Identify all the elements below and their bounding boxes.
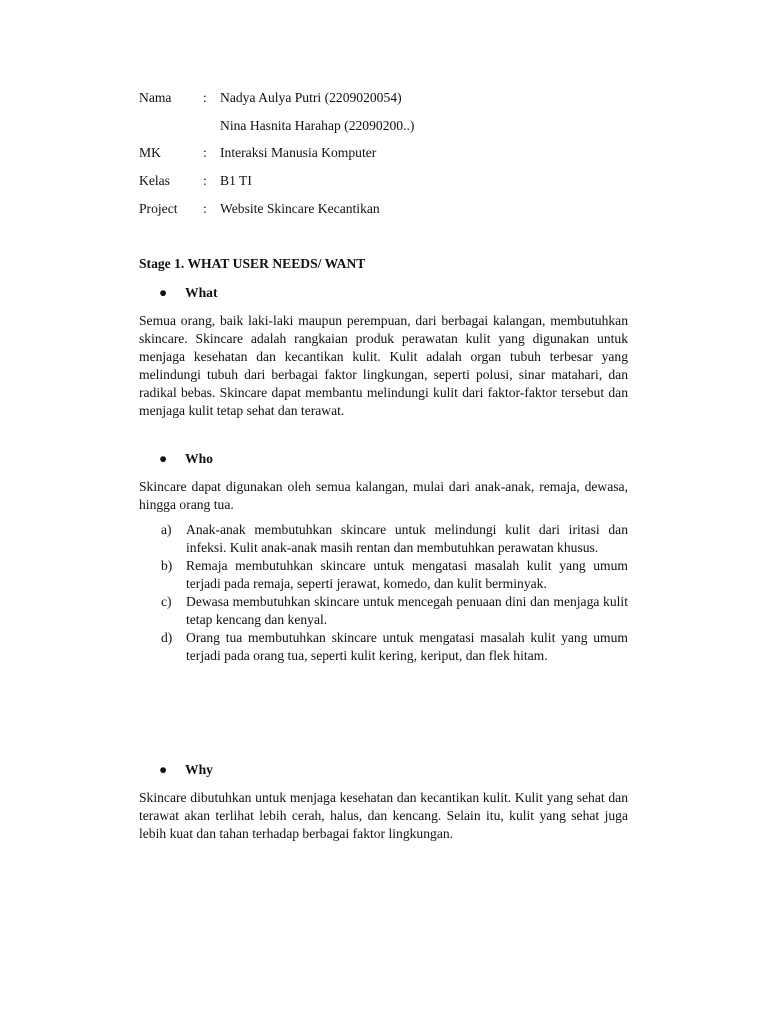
section-heading-what bbox=[159, 284, 217, 302]
section-heading-why bbox=[159, 761, 213, 779]
header-colon: : bbox=[203, 90, 207, 105]
list-marker: a) bbox=[161, 522, 172, 537]
bullet-icon: ● bbox=[159, 285, 168, 300]
list-marker: d) bbox=[161, 630, 173, 645]
what-paragraph: Semua orang, baik laki-laki maupun perempuan, dari berbagai kalangan, membutuhkan skincare. Skincare adalah rangkaian produk perawatan kulit yang digunakan untuk menjaga kesehatan dan kecantikan kulit. Kulit adalah organ tubuh terbesar yang melindungi tubuh dari berbagai faktor lingkungan, seperti polusi, sinar matahari, dan radikal bebas. Skincare dapat membantu melindungi kulit dari faktor-faktor tersebut dan menjaga kulit tetap sehat dan terawat. bbox=[139, 313, 628, 418]
who-paragraph: Skincare dapat digunakan oleh semua kalangan, mulai dari anak-anak, remaja, dewasa, hingga orang tua. bbox=[139, 479, 628, 512]
stage-title: Stage 1. WHAT USER NEEDS/ WANT bbox=[139, 256, 366, 271]
heading-label: Who bbox=[185, 451, 213, 466]
header-label-mk: MK bbox=[139, 145, 161, 160]
header-value-kelas: B1 TI bbox=[220, 173, 252, 188]
list-item bbox=[161, 593, 628, 629]
bullet-icon: ● bbox=[159, 451, 168, 466]
why-paragraph: Skincare dibutuhkan untuk menjaga kesehatan dan kecantikan kulit. Kulit yang sehat dan terawat akan terlihat lebih cerah, halus, dan kencang. Selain itu, kulit yang sehat juga lebih kuat dan tahan terhadap berbagai faktor lingkungan. bbox=[139, 790, 628, 841]
header-value-nama: Nadya Aulya Putri (2209020054) bbox=[220, 90, 402, 105]
header-colon: : bbox=[203, 145, 207, 160]
list-item-text: Remaja membutuhkan skincare untuk mengatasi masalah kulit yang umum terjadi pada remaja, seperti jerawat, komedo, dan kulit berminyak. bbox=[186, 558, 628, 591]
list-item bbox=[161, 521, 628, 557]
header-label-nama: Nama bbox=[139, 90, 172, 105]
header-value-mk: Interaksi Manusia Komputer bbox=[220, 145, 377, 160]
list-marker: c) bbox=[161, 594, 172, 609]
header-value-nama-2: Nina Hasnita Harahap (22090200..) bbox=[220, 118, 415, 133]
header-value-project: Website Skincare Kecantikan bbox=[220, 201, 380, 216]
section-heading-who bbox=[159, 450, 213, 468]
who-list bbox=[161, 521, 628, 665]
header-colon: : bbox=[203, 173, 207, 188]
list-item-text: Orang tua membutuhkan skincare untuk mengatasi masalah kulit yang umum terjadi pada orang tua, seperti kulit kering, keriput, dan flek hitam. bbox=[186, 630, 628, 663]
list-item bbox=[161, 557, 628, 593]
header-label-project: Project bbox=[139, 201, 178, 216]
heading-label: What bbox=[185, 285, 218, 300]
list-item-text: Anak-anak membutuhkan skincare untuk melindungi kulit dari iritasi dan infeksi. Kulit anak-anak masih rentan dan membutuhkan perawatan khusus. bbox=[186, 522, 628, 555]
list-item-text: Dewasa membutuhkan skincare untuk mencegah penuaan dini dan menjaga kulit tetap kencang dan kenyal. bbox=[186, 594, 628, 627]
list-item bbox=[161, 629, 628, 665]
heading-label: Why bbox=[185, 762, 213, 777]
bullet-icon: ● bbox=[159, 762, 168, 777]
header-colon: : bbox=[203, 201, 207, 216]
header-label-kelas: Kelas bbox=[139, 173, 170, 188]
list-marker: b) bbox=[161, 558, 173, 573]
